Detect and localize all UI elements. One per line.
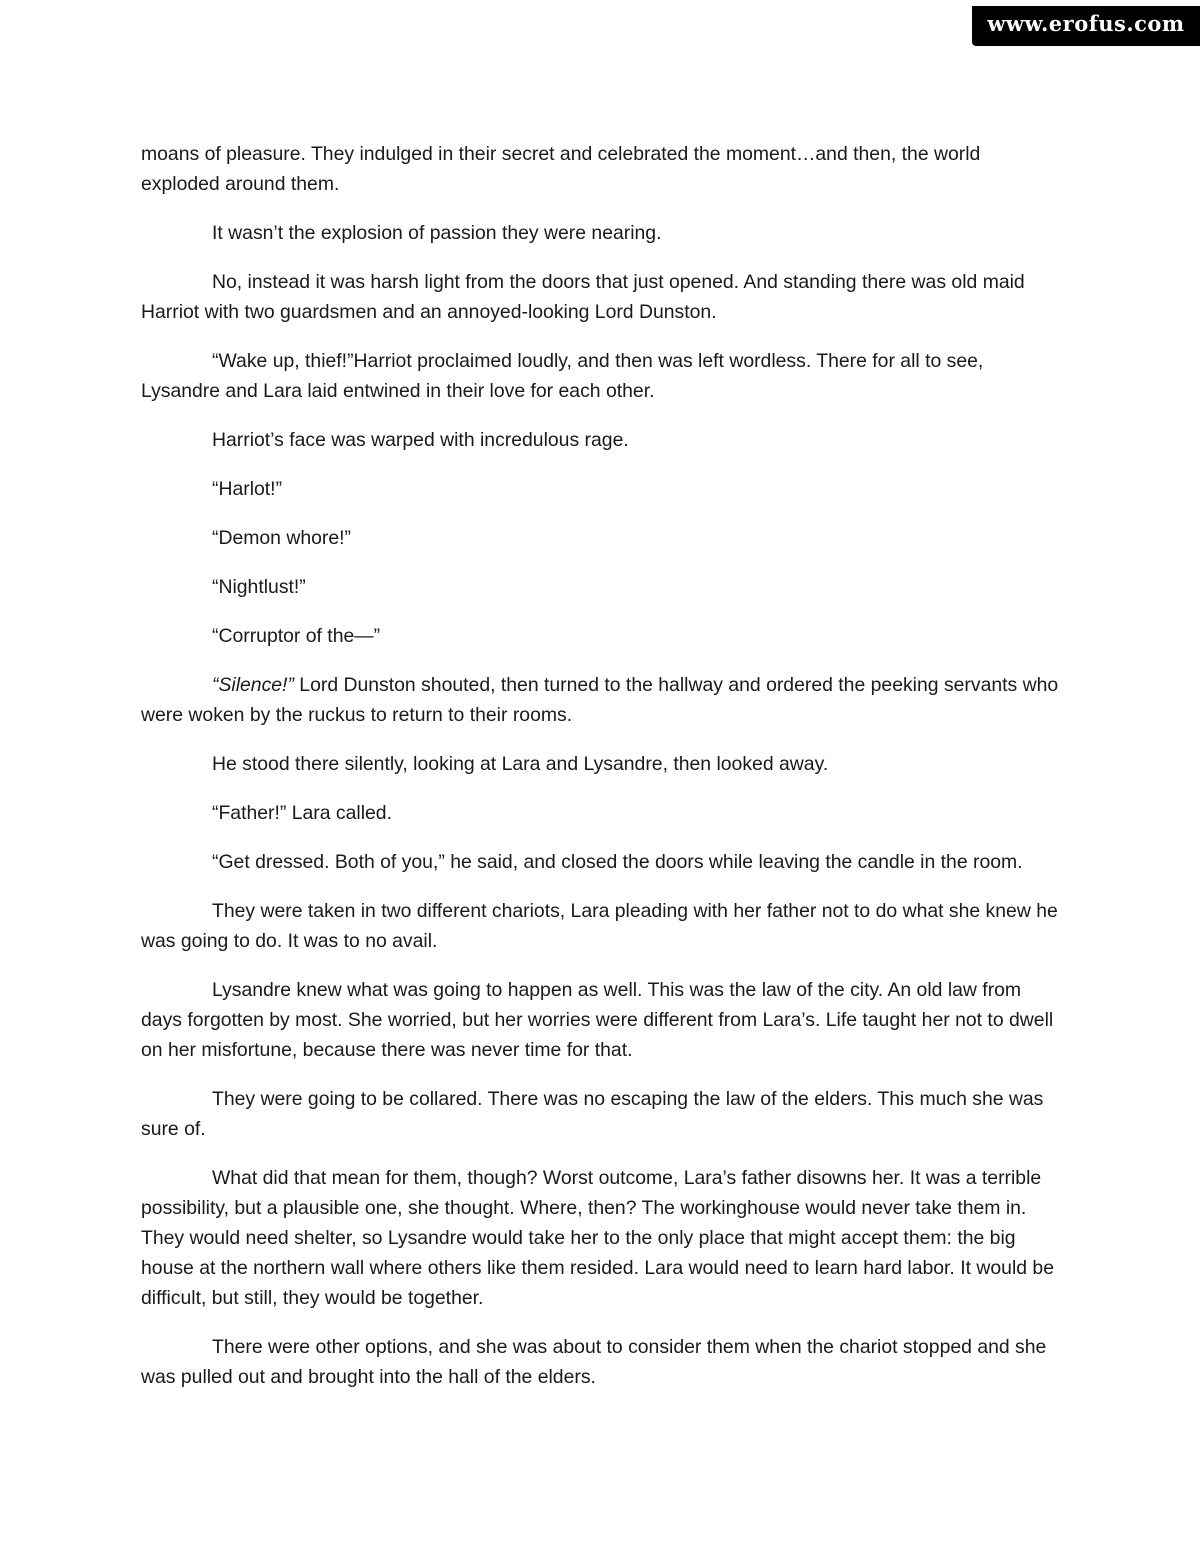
- paragraph-text: “Harlot!”: [212, 478, 283, 500]
- paragraph-text: They were taken in two different chariots, Lara pleading with her father not to do what she knew he was going to do. It was to no avail.: [141, 900, 1058, 952]
- paragraph: [141, 1332, 1061, 1392]
- site-watermark: www.erofus.com: [972, 6, 1200, 46]
- paragraph-text: “Corruptor of the—”: [212, 625, 381, 647]
- paragraph-text: No, instead it was harsh light from the doors that just opened. And standing there was old maid Harriot with two guardsmen and an annoyed-looking Lord Dunston.: [141, 271, 1025, 323]
- paragraph: [141, 896, 1061, 956]
- paragraph-text: “Get dressed. Both of you,” he said, and closed the doors while leaving the candle in the room.: [212, 851, 1023, 873]
- paragraph-text: What did that mean for them, though? Worst outcome, Lara’s father disowns her. It was a terrible possibility, but a plausible one, she thought. Where, then? The workinghouse would never take them in. They would need shelter, so Lysandre would take her to the only place that might accept them: the big house at the northern wall where others like them resided. Lara would need to learn hard labor. It would be difficult, but still, they would be together.: [141, 1167, 1054, 1309]
- paragraph-text: He stood there silently, looking at Lara and Lysandre, then looked away.: [212, 753, 829, 775]
- paragraph: [141, 798, 1061, 828]
- paragraph: [141, 670, 1061, 730]
- paragraph: [141, 749, 1061, 779]
- page-body: [141, 139, 1061, 1411]
- paragraph: [141, 1163, 1061, 1313]
- italic-lead-text: “Silence!”: [212, 674, 294, 696]
- paragraph: [141, 621, 1061, 651]
- paragraph: [141, 572, 1061, 602]
- paragraph: [141, 218, 1061, 248]
- paragraph-text: Lord Dunston shouted, then turned to the hallway and ordered the peeking servants who were woken by the ruckus to return to their rooms.: [141, 674, 1059, 726]
- paragraph: [141, 474, 1061, 504]
- paragraph-text: Lysandre knew what was going to happen as well. This was the law of the city. An old law from days forgotten by most. She worried, but her worries were different from Lara’s. Life taught her not to dwell on her misfortune, because there was never time for that.: [141, 979, 1054, 1061]
- paragraph: [141, 975, 1061, 1065]
- paragraph: [141, 425, 1061, 455]
- paragraph: [141, 139, 1061, 199]
- paragraph: [141, 1084, 1061, 1144]
- paragraph-text: They were going to be collared. There was no escaping the law of the elders. This much she was sure of.: [141, 1088, 1044, 1140]
- paragraph-text: “Father!” Lara called.: [212, 802, 392, 824]
- paragraph-text: It wasn’t the explosion of passion they were nearing.: [212, 222, 662, 244]
- paragraph-text: Harriot’s face was warped with incredulous rage.: [212, 429, 629, 451]
- paragraph-text: “Nightlust!”: [212, 576, 306, 598]
- paragraph-text: moans of pleasure. They indulged in their secret and celebrated the moment…and then, the world exploded around them.: [141, 143, 981, 195]
- paragraph: [141, 523, 1061, 553]
- paragraph-text: “Wake up, thief!”Harriot proclaimed loudly, and then was left wordless. There for all to see, Lysandre and Lara laid entwined in their love for each other.: [141, 350, 984, 402]
- paragraph-text: There were other options, and she was about to consider them when the chariot stopped and she was pulled out and brought into the hall of the elders.: [141, 1336, 1047, 1388]
- paragraph: [141, 847, 1061, 877]
- paragraph: [141, 267, 1061, 327]
- paragraph-text: “Demon whore!”: [212, 527, 352, 549]
- paragraph: [141, 346, 1061, 406]
